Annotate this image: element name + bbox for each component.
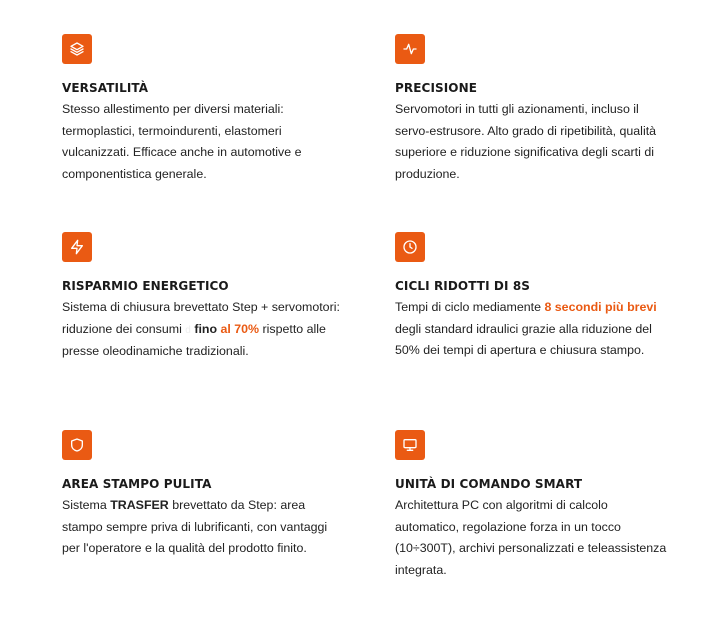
feature-precisione	[395, 34, 675, 185]
feature-text: Stesso allestimento per diversi materiali: termoplastici, termoindurenti, elastomeri vulcanizzati. Efficace anche in automotive e componentistica generale.	[62, 102, 302, 181]
feature-text: Servomotori in tutti gli azionamenti, incluso il servo-estrusore. Alto grado di ripetibilità, qualità superiore e riduzione significativa degli scarti di produzione.	[395, 102, 657, 181]
feature-title: VERSATILITÀ	[62, 81, 149, 95]
feature-text: Architettura PC con algoritmi di calcolo automatico, regolazione forza in un tocco (10÷300T), archivi personalizzati e teleassistenza integrata.	[395, 498, 667, 577]
feature-text-highlight: al 70%	[220, 321, 260, 336]
feature-title: RISPARMIO ENERGETICO	[62, 279, 229, 293]
clock-icon	[395, 232, 425, 262]
feature-area-stampo-pulita	[62, 430, 342, 560]
feature-text	[62, 297, 342, 363]
feature-risparmio-energetico	[62, 232, 342, 363]
feature-text-part: Sistema di chiusura brevettato Step + servomotori: riduzione dei consumi	[62, 300, 340, 336]
feature-text-bold: TRASFER	[110, 498, 169, 512]
feature-cicli-ridotti	[395, 232, 675, 362]
feature-title: PRECISIONE	[395, 81, 478, 95]
feature-text-part: Sistema	[62, 498, 107, 512]
lightning-bolt-icon	[62, 232, 92, 262]
activity-pulse-icon	[395, 34, 425, 64]
feature-text	[62, 495, 342, 560]
feature-text-part: rispetto alle presse oleodinamiche tradizionali.	[62, 321, 326, 359]
feature-text-part: Tempi di ciclo mediamente	[395, 300, 541, 314]
feature-title: CICLI RIDOTTI DI 8S	[395, 279, 531, 293]
feature-text-bold: fino	[194, 321, 218, 336]
feature-text	[395, 297, 675, 362]
layers-icon	[62, 34, 92, 64]
feature-title: AREA STAMPO PULITA	[62, 477, 212, 491]
feature-text-part: degli standard idraulici grazie alla riduzione del 50% dei tempi di apertura e chiusura stampo.	[395, 321, 652, 358]
shield-icon	[62, 430, 92, 460]
feature-text-ghost: d	[185, 324, 191, 336]
feature-unita-di-comando-smart	[395, 430, 675, 581]
monitor-icon	[395, 430, 425, 460]
feature-text-part: brevettato da Step: area stampo sempre priva di lubrificanti, con vantaggi per l'operatore e la qualità del prodotto finito.	[62, 498, 328, 556]
feature-versatilita	[62, 34, 342, 185]
feature-text-highlight: 8 secondi più brevi	[544, 300, 657, 314]
feature-title: UNITÀ DI COMANDO SMART	[395, 477, 583, 491]
